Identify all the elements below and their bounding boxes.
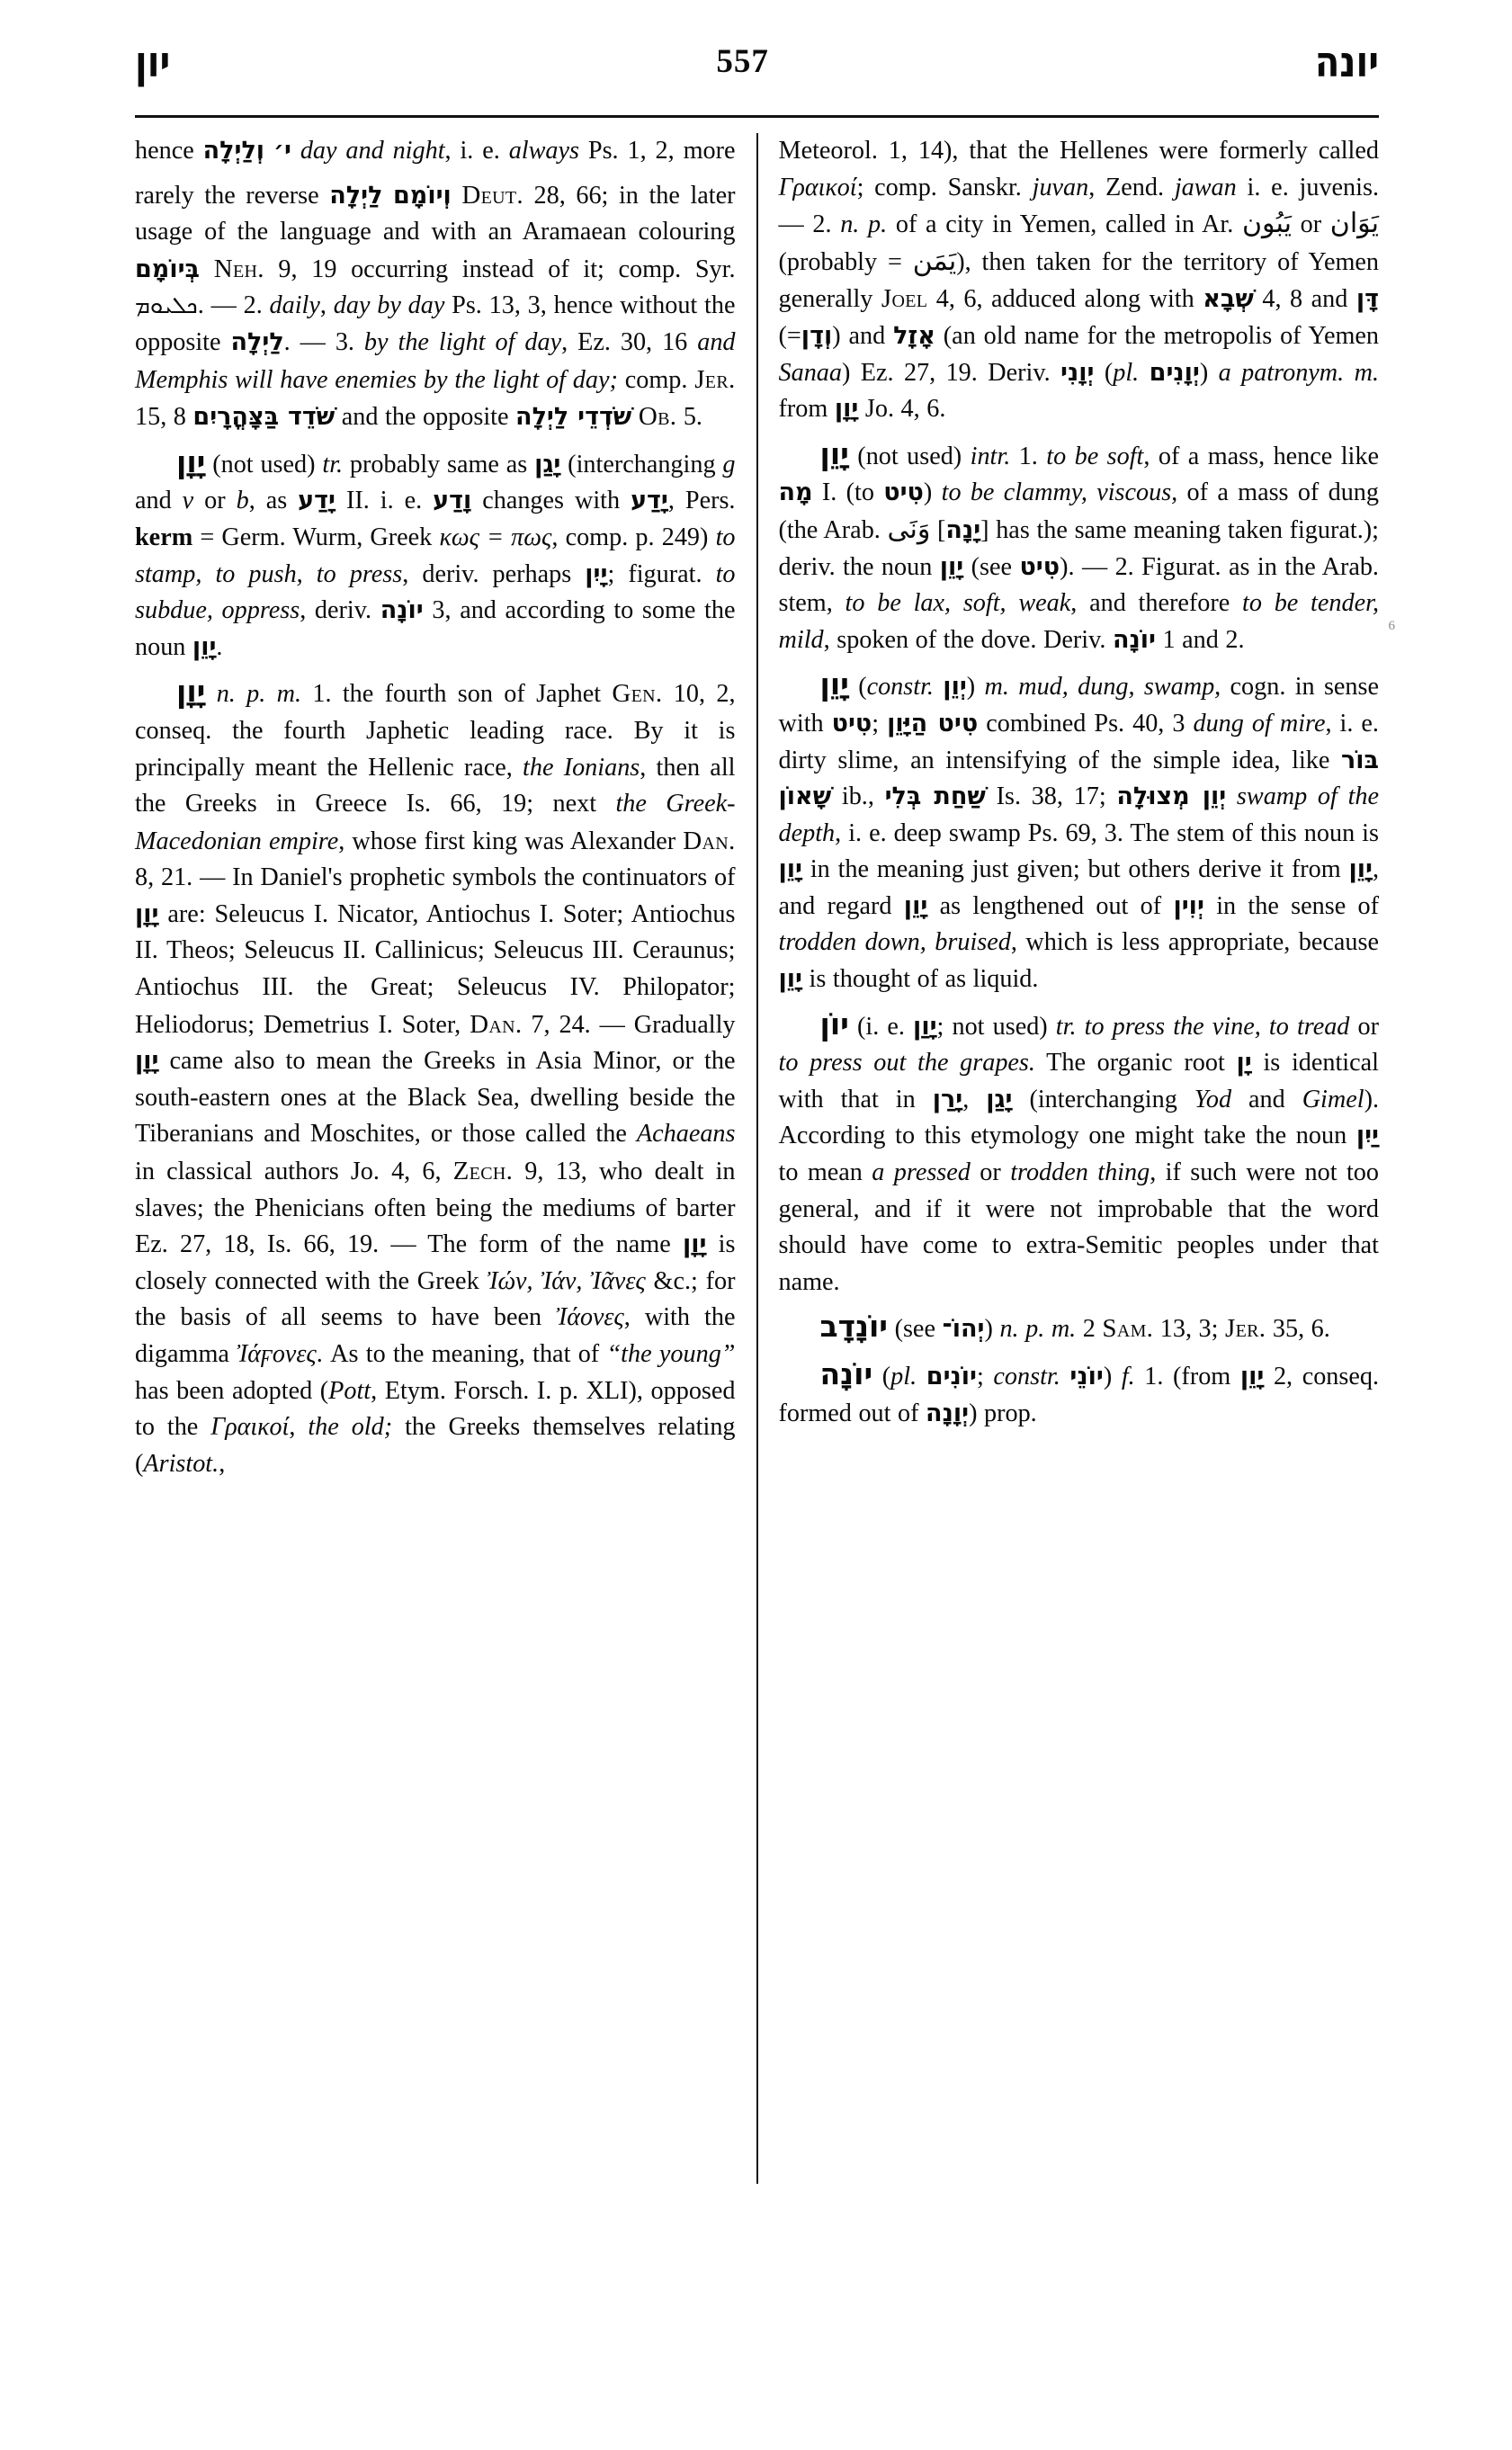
column-divider-rule xyxy=(756,133,758,2184)
running-head-left-hebrew: יון xyxy=(135,38,171,87)
header-rule xyxy=(135,115,1379,118)
entry-yonah: יוֹנָה (pl. יוֹנִים; constr. יוֹנֵי) f. 1. (from יָוֵן 2, conseq. formed out of יְוָנָה) prop. xyxy=(778,1356,1380,1427)
page-number: 557 xyxy=(716,43,769,80)
paragraph-continuation-layla: hence וְלַיְלָה י׳ day and night, i. e. always Ps. 1, 2, more rarely the reverse לַיְלָה וְיוֹמָם Deut. 28, 66; in the later usage of the language and with an Aramaean colouring בְּיוֹמָם Neh. 9, 19 occurring instead of it; comp. Syr. ܟܠܝܘܡ. — 2. daily, day by day Ps. 13, 3, hence without the opposite לַיְלָה. — 3. by the light of day, Ez. 30, 16 and Memphis will have enemies by the light of day; comp. Jer. 15, 8 שֹׁדֵד בַּצָּהֳרָיִם and the opposite שֹׁדְדֵי לַיְלָה Ob. 5. xyxy=(135,137,736,432)
left-column xyxy=(135,133,736,2419)
two-column-body xyxy=(135,133,1395,2419)
paragraph-continuation-yavan: Meteorol. 1, 14), that the Hellenes were formerly called Γραικοί; comp. Sanskr. juvan, Zend. jawan i. e. juvenis. — 2. n. p. of a city in Yemen, called in Ar. يَبُون or يَوَان (probably = يَمَن), then taken for the territory of Yemen generally Joel 4, 6, adduced along with שְׁבָא 4, 8 and דָּן (=וְדָן) and אָזָל (an old name for the metropolis of Yemen Sanaa) Ez. 27, 19. Deriv. יְוָנִי (pl. יְוָנִים) a patronym. m. from יָוָן Jo. 4, 6. xyxy=(778,137,1380,424)
entry-yaven-noun: יָוֵן (constr. יְוֵן) m. mud, dung, swamp, cogn. in sense with טִיט; טִיט הַיָּוֵן combined Ps. 40, 3 dung of mire, i. e. dirty slime, an intensifying of the simple idea, like בּוֹר שָׁאוֹן ib., שַׁחַת בְּלִי Is. 38, 17; יְוֵן מְצוּלָה swamp of the depth, i. e. deep swamp Ps. 69, 3. The stem of this noun is יָוֵן in the meaning just given; but others derive it from יָוֵן, and regard יָוֵן as lengthened out of יְוִין in the sense of trodden down, bruised, which is less appropriate, because יָוֵן is thought of as liquid. xyxy=(778,666,1380,994)
right-column xyxy=(778,133,1395,2419)
entry-yonadab: יוֹנָדָב (see יְהוֹ־) n. p. m. 2 Sam. 13, 3; Jer. 35, 6. xyxy=(819,1309,1330,1345)
running-header xyxy=(135,38,1379,106)
entry-yavan-root: יָוָן (not used) tr. probably same as יָגַן (interchanging g and v or b, as יָדַע II. i. e. וָדַע changes with יָדַע, Pers. kerm = Germ. Wurm, Greek κως = πως, comp. p. 249) to stamp, to push, to press, deriv. perhaps יָיִן; figurat. to subdue, oppress, deriv. יוֹנָה 3, and according to some the noun יָוֵן. xyxy=(135,443,736,661)
entry-yayin-root: יוֹן (i. e. יָוַן; not used) tr. to press the vine, to tread or to press out the grapes. The organic root יָן is identical with that in יָרַן, יָגַן (interchanging Yod and Gimel). According to this etymology one might take the noun יַיִן to mean a pressed or trodden thing, if such were not too general, and if it were not improbable that the word should have come to extra-Semitic peoples under that name. xyxy=(778,1006,1380,1296)
entry-yavan-proper: יָוָן n. p. m. 1. the fourth son of Japhet Gen. 10, 2, conseq. the fourth Japhetic leading race. By it is principally meant the Hellenic race, the Ionians, then all the Greeks in Greece Is. 66, 19; next the Greek-Macedonian empire, whose first king was Alexander Dan. 8, 21. — In Daniel's prophetic symbols the continuators of יָוָן are: Seleucus I. Nicator, Antiochus I. Soter; Antiochus II. Theos; Seleucus II. Callinicus; Seleucus III. Ceraunus; Antiochus III. the Great; Seleucus IV. Philopator; Heliodorus; Demetrius I. Soter, Dan. 7, 24. — Gradually יָוָן came also to mean the Greeks in Asia Minor, or the south-eastern ones at the Black Sea, dwelling beside the Tiberanians and Moschites, or those called the Achaeans in classical authors Jo. 4, 6, Zech. 9, 13, who dealt in slaves; the Phenicians often being the mediums of barter Ez. 27, 18, Is. 66, 19. — The form of the name יָוָן is closely connected with the Greek Ἰών, Ἰάν, Ἰᾶνες &c.; for the basis of all seems to have been Ἰάονες, with the digamma Ἰάϝονες. As to the meaning, that of “the young” has been adopted (Pott, Etym. Forsch. I. p. XLI), opposed to the Γραικοί, the old; the Greeks themselves relating (Aristot., xyxy=(135,674,736,1478)
running-head-right-hebrew: יונה xyxy=(1314,38,1379,87)
margin-mark: 6 xyxy=(1388,619,1395,633)
entry-yaven-root: יָוֵן (not used) intr. 1. to be soft, of a mass, hence like מָה I. (to טִיט) to be clammy, viscous, of a mass of dung (the Arab. وَنَى [יָנָה] has the same meaning taken figurat.); deriv. the noun יָוֵן (see טִיט). — 2. Figurat. as in the Arab. stem, to be lax, soft, weak, and therefore to be tender, mild, spoken of the dove. Deriv. יוֹנָה 1 and 2. xyxy=(778,435,1379,654)
